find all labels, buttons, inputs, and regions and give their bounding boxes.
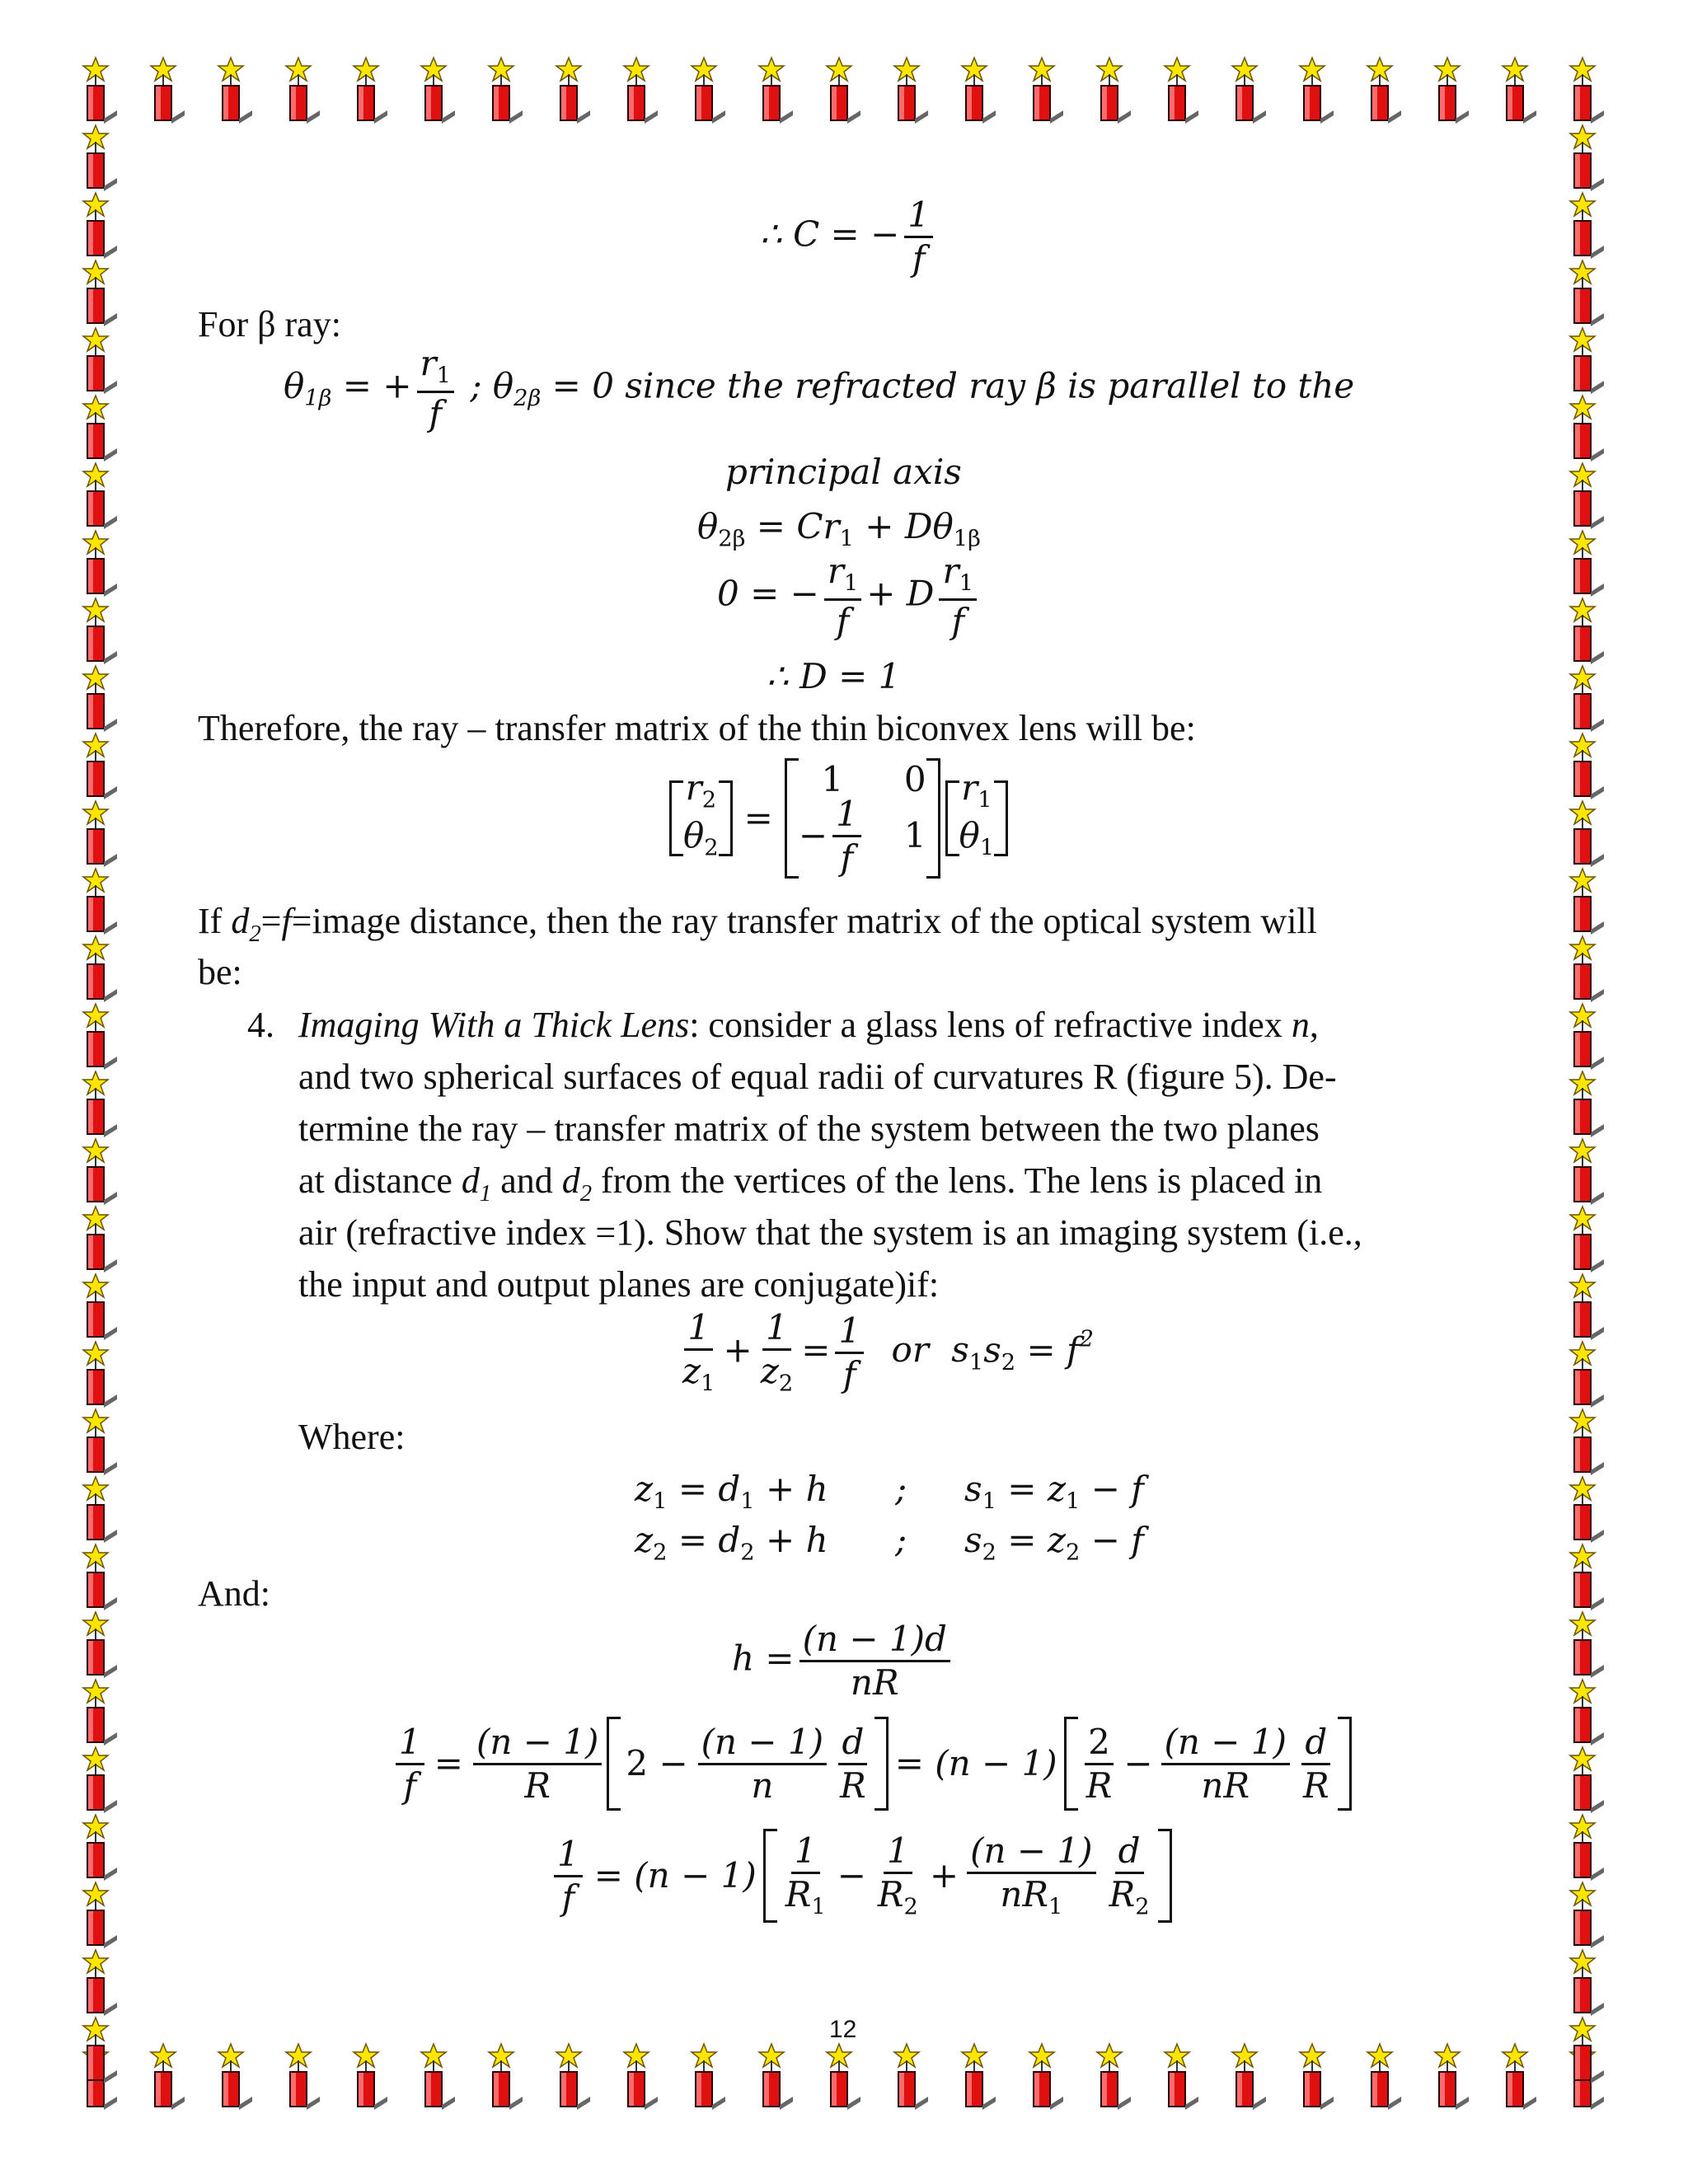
where-label: Where:	[298, 1417, 406, 1457]
minus-sign: −	[837, 1855, 866, 1896]
frac-den: f	[403, 1765, 417, 1806]
frac-num: 1	[884, 1834, 912, 1874]
z-sub: 1	[653, 1488, 668, 1515]
semicolon-2: ;	[895, 1520, 907, 1560]
equation-lens	[674, 1307, 1094, 1397]
vec-r1: r	[961, 767, 978, 808]
item4-line2: and two spherical surfaces of equal radii of curvatures R (figure 5). De-	[298, 1057, 1337, 1097]
square-sup: 2	[1079, 1326, 1094, 1352]
bracket-right	[1338, 1717, 1352, 1811]
equals-sign: =	[434, 1743, 463, 1783]
equation-h	[732, 1619, 955, 1703]
frac-num: 1	[684, 1310, 713, 1351]
theta-symbol: θ	[284, 365, 305, 406]
if-text-sub: 2	[249, 921, 261, 947]
frac-den: R	[840, 1765, 866, 1806]
theta2-statement: = 0 since the refracted ray β is parallel to the	[541, 365, 1355, 406]
frac-den: R	[785, 1873, 812, 1915]
frac-den-sub: 2	[1135, 1894, 1150, 1920]
frac-num: 1	[791, 1834, 820, 1874]
frac-num-sub: 1	[959, 570, 973, 597]
equation-f-thick	[391, 1722, 1352, 1805]
frac-num: (n − 1)d	[799, 1622, 950, 1662]
plus-h: + h	[754, 1520, 828, 1560]
z-sub: 1	[1065, 1488, 1081, 1515]
equals-n-minus-1: = (n − 1)	[593, 1855, 757, 1896]
item4-line4	[298, 1160, 1323, 1207]
m11: 1	[821, 758, 844, 799]
z-sub: 2	[653, 1540, 668, 1566]
bracket-right	[994, 780, 1008, 856]
therefore-text: Therefore, the ray – transfer matrix of the thin biconvex lens will be:	[198, 708, 1196, 748]
equals-sign: =	[801, 1329, 831, 1371]
item4-line4-a: at distance	[298, 1160, 462, 1201]
equation-z1	[635, 1469, 828, 1515]
theta-sub: 1β	[953, 526, 981, 552]
bracket-left	[945, 780, 959, 856]
d-sub: 2	[740, 1540, 755, 1566]
frac-num: 1	[832, 797, 861, 837]
bracket-left	[1064, 1717, 1078, 1811]
frac-num-sub: 1	[843, 570, 859, 597]
item4-line4-b: and	[491, 1160, 562, 1201]
vec-theta2-sub: 2	[704, 835, 719, 861]
frac-den: f	[840, 837, 854, 878]
frac-den: nR	[1000, 1873, 1048, 1915]
theta-sub: 2β	[718, 526, 746, 552]
bracket-left	[669, 780, 683, 856]
minus-f: − f	[1080, 1469, 1144, 1509]
frac-num: d	[1115, 1834, 1144, 1874]
frac-num-sub: 1	[436, 363, 451, 389]
s-symbol: s	[964, 1520, 982, 1560]
item4-line1	[298, 1007, 1319, 1043]
frac-den-sub: 2	[778, 1371, 794, 1397]
rhs-cr: = Cr	[745, 506, 840, 546]
if-text-d: d	[231, 901, 250, 941]
frac-num: r	[942, 551, 959, 591]
bracket-right	[1158, 1829, 1172, 1923]
equals-z: = z	[996, 1520, 1066, 1560]
item4-line5: air (refractive index =1). Show that the system is an imaging system (i.e.,	[298, 1212, 1362, 1253]
frac-den: f	[836, 600, 850, 641]
s-symbol: s	[964, 1469, 982, 1509]
item4-comma: ,	[1309, 1005, 1319, 1045]
bracket-left	[785, 758, 799, 879]
equation-f-general	[549, 1830, 1172, 1920]
m12: 0	[903, 758, 926, 799]
frac-num: r	[420, 343, 437, 383]
frac-den: R	[1109, 1873, 1136, 1915]
item4-d1-sub: 1	[479, 1181, 492, 1207]
frac-num: 1	[396, 1725, 424, 1765]
r-sub: 1	[839, 526, 854, 552]
item4-line6: the input and output planes are conjugate)if:	[298, 1264, 940, 1305]
bracket-left	[763, 1829, 777, 1923]
frac-den: R	[1302, 1765, 1329, 1806]
s1-sub: 1	[968, 1349, 984, 1376]
if-d2-text	[198, 903, 1317, 947]
equation-c-lhs: ∴ C = −	[760, 213, 900, 255]
frac-den: f	[843, 1353, 856, 1394]
frac-num: (n − 1)	[967, 1834, 1095, 1874]
vec-r2: r	[685, 767, 702, 808]
and-label: And:	[198, 1573, 270, 1614]
equals-f: = f	[1015, 1329, 1080, 1371]
frac-num: 1	[835, 1314, 864, 1354]
equals-n-minus-1: = (n − 1)	[894, 1743, 1057, 1783]
s2-sub: 2	[1001, 1349, 1016, 1376]
m21-sign: −	[798, 815, 828, 855]
d-sub: 1	[740, 1488, 755, 1515]
frac-den: f	[429, 392, 443, 434]
frac-num: 1	[554, 1837, 583, 1877]
item4-n: n	[1291, 1005, 1310, 1045]
frac-num: (n − 1)	[1161, 1725, 1290, 1765]
bracket-left	[607, 1717, 621, 1811]
be-text: be:	[198, 952, 242, 992]
m22: 1	[903, 815, 926, 855]
equation-s2	[964, 1520, 1144, 1566]
item4-line4-c: from the vertices of the lens. The lens is placed in	[592, 1160, 1323, 1201]
item4-d2: d	[561, 1160, 580, 1201]
equals-z: = z	[996, 1469, 1066, 1509]
equation-z2	[635, 1520, 828, 1566]
bracket-right	[719, 780, 733, 856]
plus-sign: +	[723, 1329, 753, 1371]
plus-h: + h	[754, 1469, 828, 1509]
z-symbol: z	[635, 1520, 654, 1560]
frac-num: d	[1301, 1725, 1330, 1765]
equals-d: = d	[667, 1520, 741, 1560]
item4-d1: d	[461, 1160, 480, 1201]
minus-sign: −	[1123, 1743, 1153, 1783]
s-symbol: s	[983, 1329, 1001, 1371]
s-sub: 1	[982, 1488, 996, 1515]
semicolon-1: ;	[895, 1469, 907, 1509]
frac-den-sub: 2	[903, 1894, 918, 1920]
item-number: 4.	[247, 1005, 274, 1045]
s-sub: 2	[982, 1540, 996, 1566]
frac-den: R	[1085, 1765, 1113, 1806]
theta2-prefix: ; θ	[459, 365, 514, 406]
frac-den-sub: 1	[1048, 1894, 1063, 1920]
equation-c	[760, 194, 938, 279]
frac-den: n	[751, 1765, 774, 1806]
frac-den: f	[951, 600, 964, 641]
frac-den: nR	[850, 1662, 899, 1703]
page-number: 12	[829, 2016, 857, 2043]
frac-den: R	[524, 1765, 551, 1806]
matrix-equals: =	[743, 798, 773, 838]
theta2-sub: 2β	[513, 385, 542, 411]
z-sub: 2	[1065, 1540, 1081, 1566]
equation-zero	[717, 551, 982, 641]
vec-theta1: θ	[959, 815, 980, 855]
frac-den: z	[682, 1351, 701, 1391]
item4-title: Imaging With a Thick Lens	[298, 1005, 690, 1045]
rhs-dtheta: + Dθ	[853, 506, 954, 546]
beta-ray-label: For β ray:	[198, 304, 341, 344]
if-text-c: =image distance, then the ray transfer matrix of the optical system will	[291, 901, 1317, 941]
bracket-right	[874, 1717, 889, 1811]
frac-den: z	[760, 1351, 779, 1391]
zero-lhs: 0 = −	[717, 573, 819, 614]
two-minus: 2 −	[626, 1743, 688, 1783]
frac-den-sub: 1	[701, 1371, 715, 1397]
frac-num: 1	[904, 198, 933, 238]
frac-num: (n − 1)	[473, 1725, 602, 1765]
equals-d: = d	[667, 1469, 741, 1509]
frac-num: (n − 1)	[698, 1725, 827, 1765]
equals-plus: = +	[331, 365, 412, 406]
theta-symbol: θ	[697, 506, 719, 546]
matrix-equation	[669, 757, 1008, 880]
item4-line3: termine the ray – transfer matrix of the system between the two planes	[298, 1108, 1320, 1149]
principal-axis-text: principal axis	[725, 452, 962, 492]
if-text-f: f	[281, 901, 292, 941]
frac-num: d	[838, 1725, 867, 1765]
vec-theta2: θ	[683, 815, 705, 855]
h-lhs: h =	[732, 1638, 795, 1679]
if-text-a: If	[198, 901, 232, 941]
equation-theta2beta	[697, 506, 981, 552]
equation-s1	[964, 1469, 1144, 1515]
if-text-b: =	[260, 901, 282, 941]
minus-f: − f	[1080, 1520, 1144, 1560]
vec-r1-sub: 1	[978, 788, 992, 813]
frac-num: r	[827, 551, 844, 591]
vec-r2-sub: 2	[701, 788, 717, 813]
frac-den-sub: 1	[811, 1894, 826, 1920]
s-symbol: s	[951, 1329, 969, 1371]
plus-sign: +	[929, 1855, 959, 1896]
equation-d: ∴ D = 1	[767, 656, 901, 696]
plus-d: + D	[866, 573, 935, 614]
theta-sub: 1β	[304, 385, 332, 411]
frac-den: R	[877, 1873, 904, 1915]
frac-den: f	[912, 238, 926, 279]
frac-num: 1	[762, 1310, 791, 1351]
bracket-right	[926, 758, 940, 879]
frac-num: 2	[1085, 1725, 1114, 1765]
item4-d2-sub: 2	[579, 1181, 593, 1207]
or-word: or	[891, 1329, 929, 1371]
item4-line1-rest: : consider a glass lens of refractive index	[689, 1005, 1292, 1045]
z-symbol: z	[635, 1469, 654, 1509]
frac-den: nR	[1201, 1765, 1250, 1806]
vec-theta1-sub: 1	[979, 835, 995, 861]
equation-theta1beta	[284, 343, 1355, 434]
frac-den: f	[561, 1877, 575, 1918]
